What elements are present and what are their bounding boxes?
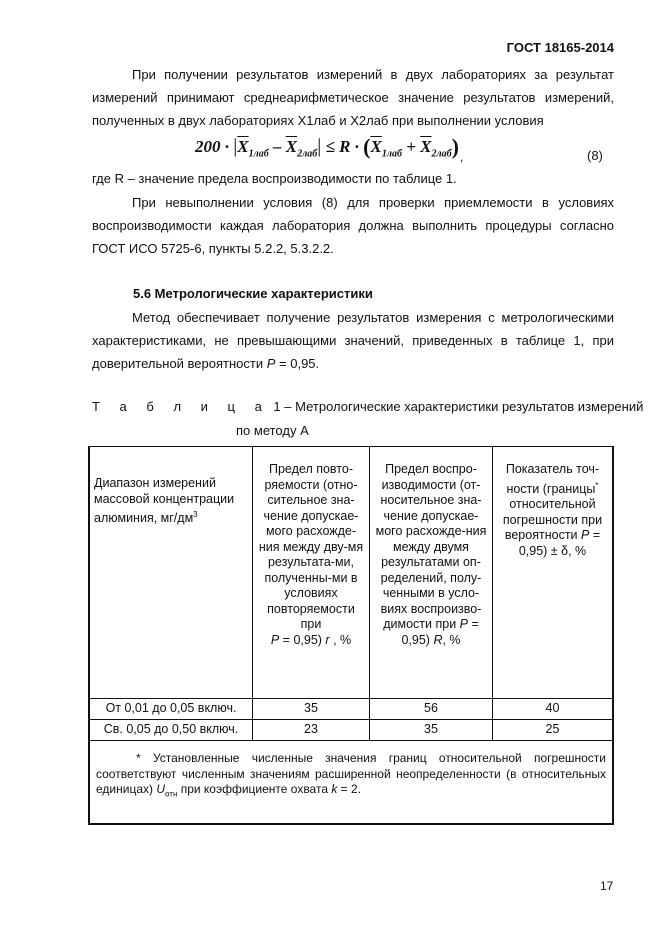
formula-comma: , (460, 150, 464, 164)
header-reproducibility-text: Предел воспро-изводимости (от-носительное зна-чение допускае-мого расхожде-ния между двумя результатами оп-ределений, полу-ченными в усло-виях воспроизво-димости при (375, 462, 487, 631)
formula-x2-sub: 2лаб (297, 148, 318, 160)
header-repeatability-unit: , % (329, 632, 352, 647)
table-footnote (89, 741, 613, 825)
document-id: ГОСТ 18165-2014 (506, 40, 614, 55)
header-reproducibility-r: R (433, 632, 443, 647)
footnote-text-c: = 2. (337, 782, 362, 796)
abs-bar-left: | (233, 135, 238, 157)
header-reproducibility (370, 447, 493, 699)
table-note-row (89, 741, 613, 825)
formula-minus: – (272, 137, 282, 156)
table-row (89, 699, 613, 720)
cell-repeatability: 35 (253, 699, 370, 720)
footnote-u: U (156, 782, 165, 796)
metrology-text-a: Метод обеспечивает получение результатов измерения с метрологическими характеристиками, не превышающими значений, приведенных в таблице 1, при доверительной вероятности (92, 310, 614, 371)
equation-number: (8) (587, 148, 603, 163)
header-repeatability-text: Предел повто-ряемости (отно-сительное зна-чение допускае-мого расхожде-ния между дву-мя результата-ми, полученны-ми в условиях повторяемости при (258, 462, 364, 631)
formula-x2: $\overline{X}$ (285, 137, 298, 156)
paren-close: ) (451, 134, 459, 159)
formula-x1: $\overline{X}$ (237, 137, 249, 156)
header-reproducibility-eq: = 0,95) (401, 617, 479, 647)
footnote-u-sub: отн (165, 789, 178, 799)
cell-repeatability: 23 (253, 720, 370, 741)
paragraph-metrology (92, 306, 614, 375)
abs-bar-right: | (317, 135, 322, 157)
formula-x2b-sub: 2лаб (431, 148, 452, 160)
footnote-text (96, 751, 606, 802)
footnote-k: k (331, 782, 338, 796)
header-accuracy-end: = 0,95) ± δ, % (518, 528, 601, 558)
paragraph-labs-average: При получении результатов измерений в двух лабораториях за результат измерений принимают среднеарифметическое значение результатов измерений, полученных в двух лабораториях Х1лаб и Х2лаб при выполнении условия (92, 67, 614, 128)
formula-x1b-sub: 1лаб (381, 148, 402, 160)
section-title: 5.6 Метрологические характеристики (133, 286, 373, 301)
footnote-text-a: * Установленные численные значения границ относительной погрешности соответствуют численным значениям расширенной неопределенности (в относительных единицах) (96, 751, 606, 796)
formula-x2b: $\overline{X}$ (420, 137, 432, 156)
header-accuracy-p: Р (581, 528, 590, 543)
header-range-sup: 3 (193, 510, 198, 519)
formula-coefficient: 200 · (195, 137, 229, 156)
cell-range: От 0,01 до 0,05 включ. (89, 699, 253, 720)
cell-range: Св. 0,05 до 0,50 включ. (89, 720, 253, 741)
header-repeatability (253, 447, 370, 699)
header-reproducibility-p: Р (459, 617, 468, 631)
table-row (89, 720, 613, 741)
table-caption-label: Т а б л и ц а (92, 399, 270, 414)
metrology-table (88, 446, 614, 825)
metrology-var-p: Р (266, 356, 276, 371)
paren-open: ( (363, 134, 371, 159)
header-repeatability-r: r (325, 632, 330, 647)
header-reproducibility-unit: , % (442, 632, 461, 647)
header-accuracy-sup: * (595, 480, 599, 490)
table-caption-line2: по методу А (236, 423, 309, 438)
header-repeatability-p: Р (270, 632, 280, 647)
table-header-row (89, 447, 613, 699)
table-caption-text: 1 – Метрологические характеристики результатов измерений (269, 399, 644, 414)
page-number: 17 (600, 879, 614, 893)
header-accuracy-text: Показатель точ-ности (границы (505, 462, 600, 496)
table-caption (92, 399, 644, 414)
formula-8 (195, 134, 459, 160)
header-accuracy-text-b: относительной погрешности при вероятности (502, 497, 603, 543)
header-accuracy (493, 447, 614, 699)
formula-r-mul: R · (339, 137, 359, 156)
cell-accuracy: 25 (493, 720, 614, 741)
header-range-text: Диапазон измерений массовой концентрации алюминия, мг/дм (94, 476, 235, 526)
header-repeatability-eq: = 0,95) (279, 632, 326, 647)
cell-reproducibility: 56 (370, 699, 493, 720)
formula-x1-sub: 1лаб (248, 148, 269, 160)
paragraph-r-definition: где R – значение предела воспроизводимости по таблице 1. (92, 171, 457, 186)
footnote-text-b: при коэффициенте охвата (177, 782, 332, 796)
cell-reproducibility: 35 (370, 720, 493, 741)
cell-accuracy: 40 (493, 699, 614, 720)
metrology-text-b: = 0,95. (275, 356, 320, 371)
formula-x1b: $\overline{X}$ (370, 137, 382, 156)
header-range (89, 447, 253, 699)
formula-plus: + (406, 137, 416, 156)
formula-leq: ≤ (325, 137, 335, 156)
paragraph-reproducibility: При невыполнении условия (8) для проверки приемлемости в условиях воспроизводимости каждая лаборатория должна выполнить процедуры согласно ГОСТ ИСО 5725-6, пункты 5.2.2, 5.3.2.2. (92, 195, 614, 256)
